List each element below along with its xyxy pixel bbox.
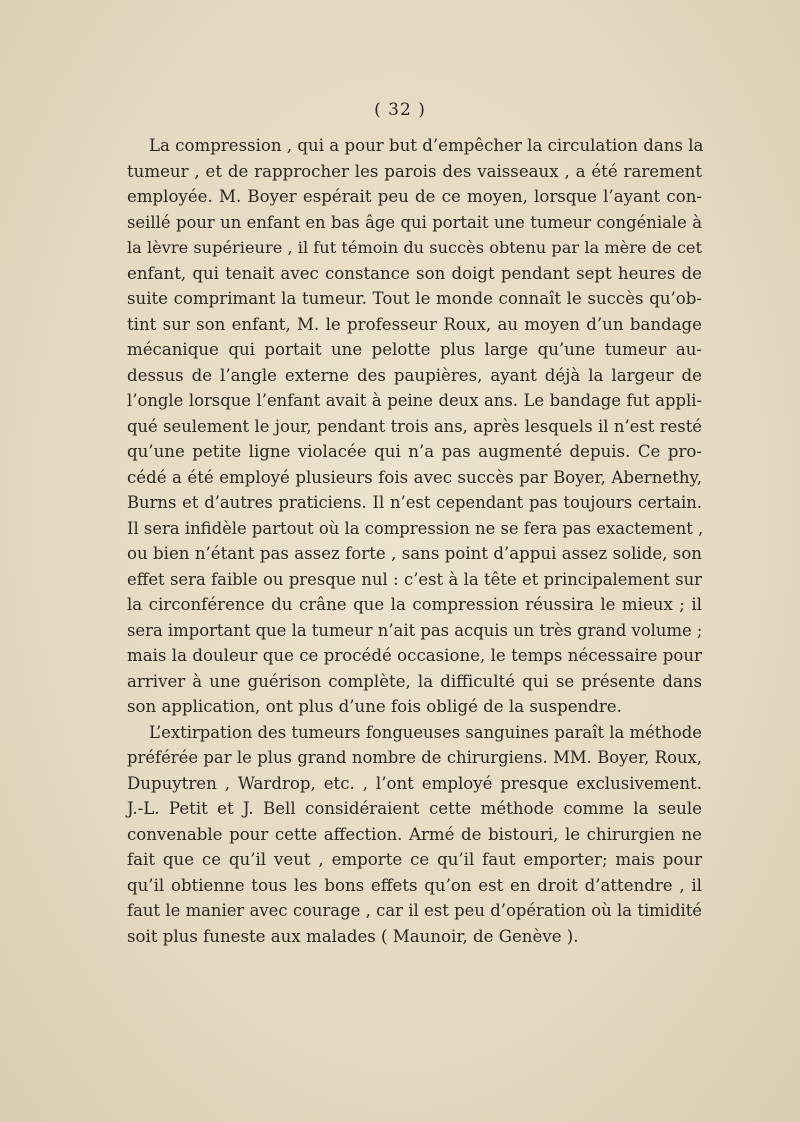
text-line: L’extirpation des tumeurs fongueuses sanguines paraît la méthode <box>149 722 702 742</box>
text-line: dessus de l’angle externe des paupières, ayant déjà la largeur de <box>127 365 702 385</box>
text-line: Il sera infidèle partout où la compression ne se fera pas exactement , <box>127 518 704 538</box>
text-line: effet sera faible ou presque nul : c’est à la tête et principalement sur <box>127 569 702 589</box>
body-text <box>127 133 702 949</box>
text-line: qué seulement le jour, pendant trois ans, après lesquels il n’est resté <box>127 416 702 436</box>
text-line: préférée par le plus grand nombre de chirurgiens. MM. Boyer, Roux, <box>127 748 702 767</box>
text-line: seillé pour un enfant en bas âge qui portait une tumeur congéniale à <box>127 212 702 232</box>
text-line: soit plus funeste aux malades ( Maunoir, de Genève ). <box>127 926 579 946</box>
text-line: tint sur son enfant, M. le professeur Roux, au moyen d’un bandage <box>127 314 702 334</box>
paragraph-extirpation <box>127 720 702 950</box>
paragraph-compression <box>127 133 702 720</box>
text-line: J.-L. Petit et J. Bell considéraient cette méthode comme la seule <box>127 799 702 818</box>
text-line: la circonférence du crâne que la compression réussira le mieux ; il <box>127 595 702 614</box>
text-line: tumeur , et de rapprocher les parois des vaisseaux , a été rarement <box>127 161 702 181</box>
text-line: enfant, qui tenait avec constance son doigt pendant sept heures de <box>127 263 702 283</box>
page-number: ( 32 ) <box>374 100 426 120</box>
text-line: convenable pour cette affection. Armé de bistouri, le chirurgien ne <box>127 824 702 844</box>
text-line: cédé a été employé plusieurs fois avec succès par Boyer, Abernethy, <box>127 467 702 487</box>
text-line: suite comprimant la tumeur. Tout le monde connaît le succès qu’ob- <box>127 289 702 308</box>
text-line: qu’il obtienne tous les bons effets qu’on est en droit d’attendre , il <box>127 875 702 895</box>
text-line: Burns et d’autres praticiens. Il n’est cependant pas toujours certain. <box>127 493 702 512</box>
text-line: sera important que la tumeur n’ait pas acquis un très grand volume ; <box>127 620 703 640</box>
text-line: ou bien n’étant pas assez forte , sans point d’appui assez solide, son <box>127 544 702 563</box>
text-line: Dupuytren , Wardrop, etc. , l’ont employé presque exclusivement. <box>127 773 702 793</box>
text-line: arriver à une guérison complète, la difficulté qui se présente dans <box>127 671 702 691</box>
text-line: l’ongle lorsque l’enfant avait à peine deux ans. Le bandage fut appli- <box>127 391 702 410</box>
text-line: La compression , qui a pour but d’empêcher la circulation dans la <box>149 136 704 155</box>
text-line: son application, ont plus d’une fois obligé de la suspendre. <box>127 697 622 716</box>
text-line: employée. M. Boyer espérait peu de ce moyen, lorsque l’ayant con- <box>127 187 702 206</box>
text-line: qu’une petite ligne violacée qui n’a pas augmenté depuis. Ce pro- <box>127 442 702 461</box>
text-line: faut le manier avec courage , car il est peu d’opération où la timidité <box>127 901 702 920</box>
text-line: mais la douleur que ce procédé occasione, le temps nécessaire pour <box>127 646 702 665</box>
text-line: fait que ce qu’il veut , emporte ce qu’il faut emporter; mais pour <box>127 850 702 869</box>
text-line: mécanique qui portait une pelotte plus large qu’une tumeur au- <box>127 340 702 359</box>
text-line: la lèvre supérieure , il fut témoin du succès obtenu par la mère de cet <box>127 238 702 257</box>
